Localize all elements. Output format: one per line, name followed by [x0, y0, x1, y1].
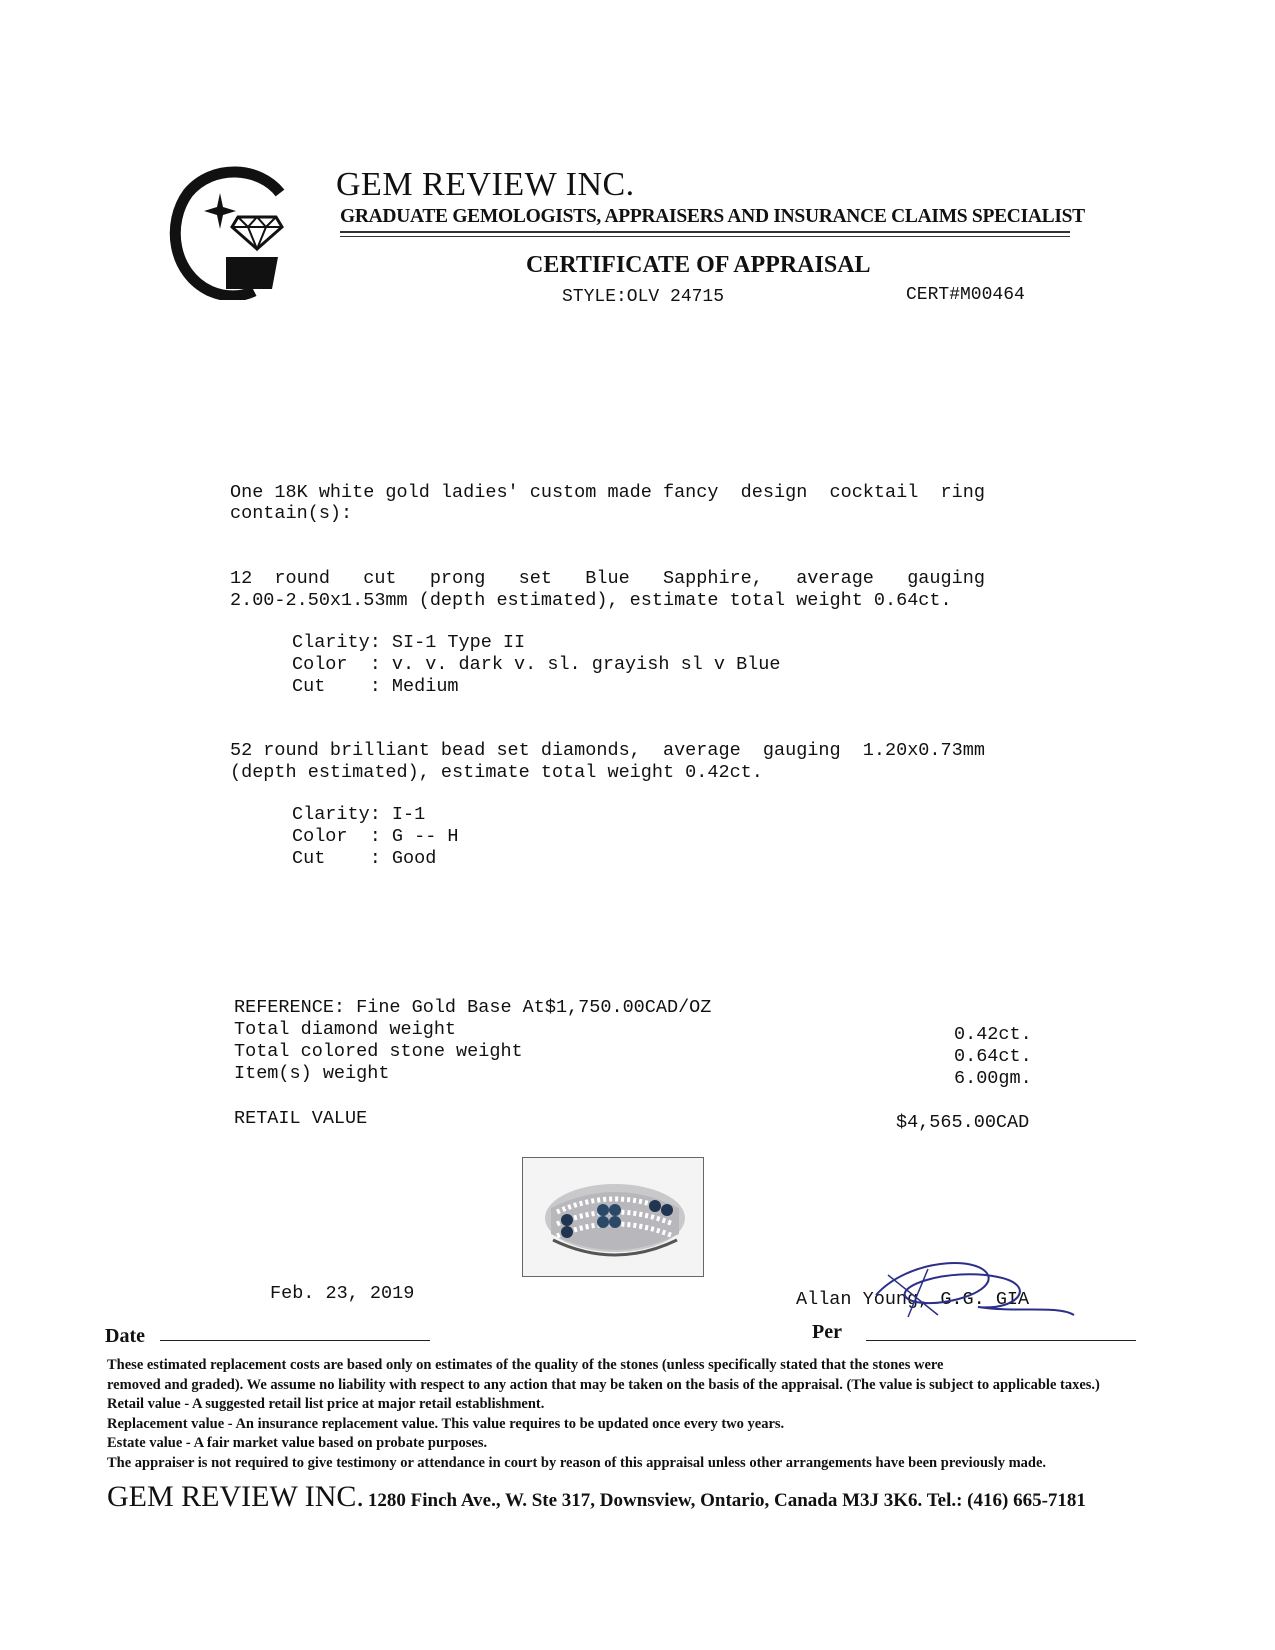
footer-company: GEM REVIEW INC. [107, 1480, 364, 1513]
gem-review-logo [168, 165, 293, 300]
summary-value-diamond: 0.42ct. [954, 1024, 1032, 1045]
document-title: CERTIFICATE OF APPRAISAL [526, 252, 871, 278]
summary-value-colored: 0.64ct. [954, 1046, 1032, 1067]
item-intro-line-1: One 18K white gold ladies' custom made fancy design cocktail ring [230, 482, 985, 503]
sapphire-color: Color : v. v. dark v. sl. grayish sl v Blue [292, 654, 781, 675]
diamond-line-1: 52 round brilliant bead set diamonds, average gauging 1.20x0.73mm [230, 740, 985, 761]
summary-label-colored: Total colored stone weight [234, 1041, 523, 1062]
diamond-clarity: Clarity: I-1 [292, 804, 426, 825]
per-line [866, 1340, 1136, 1341]
sapphire-cut: Cut : Medium [292, 676, 459, 697]
date-value: Feb. 23, 2019 [270, 1283, 415, 1304]
disclaimer [107, 1356, 1177, 1473]
header-rule-bottom [340, 236, 1070, 237]
footer [107, 1480, 1086, 1514]
per-label: Per [812, 1321, 842, 1343]
footer-address: 1280 Finch Ave., W. Ste 317, Downsview, Ontario, Canada M3J 3K6. Tel.: (416) 665-7181 [367, 1490, 1086, 1511]
disclaimer-line-5: Estate value - A fair market value based on probate purposes. [107, 1435, 488, 1451]
sapphire-clarity: Clarity: SI-1 Type II [292, 632, 526, 653]
retail-label: RETAIL VALUE [234, 1108, 368, 1129]
disclaimer-line-6: The appraiser is not required to give testimony or attendance in court by reason of this appraisal unless other arrangements have been previously made. [107, 1454, 1047, 1471]
disclaimer-line-3: Retail value - A suggested retail list price at major retail establishment. [107, 1396, 545, 1412]
ring-photo [522, 1157, 704, 1277]
disclaimer-line-4: Replacement value - An insurance replacement value. This value requires to be updated once every two years. [107, 1415, 785, 1432]
date-label: Date [105, 1325, 145, 1347]
signature [868, 1255, 1078, 1325]
style-number: STYLE:OLV 24715 [562, 287, 725, 307]
diamond-cut: Cut : Good [292, 848, 437, 869]
appraiser-name: Allan Young, G.G. GIA [796, 1289, 1030, 1310]
company-tagline: GRADUATE GEMOLOGISTS, APPRAISERS AND INSURANCE CLAIMS SPECIALIST [340, 206, 1085, 227]
summary-label-diamond: Total diamond weight [234, 1019, 457, 1040]
diamond-line-2: (depth estimated), estimate total weight 0.42ct. [230, 762, 763, 783]
company-title: GEM REVIEW INC. [336, 166, 635, 203]
reference-line: REFERENCE: Fine Gold Base At$1,750.00CAD/OZ [234, 997, 712, 1018]
item-intro-line-2: contain(s): [230, 503, 353, 524]
header-rule-top [340, 231, 1070, 233]
disclaimer-line-2: removed and graded). We assume no liability with respect to any action that may be taken on the basis of the appraisal. (The value is subject to applicable taxes.) [107, 1376, 1100, 1393]
summary-value-weight: 6.00gm. [954, 1068, 1032, 1089]
summary-label-weight: Item(s) weight [234, 1063, 390, 1084]
date-line [160, 1340, 430, 1341]
sapphire-line-1: 12 round cut prong set Blue Sapphire, average gauging [230, 568, 985, 589]
cert-number: CERT#M00464 [906, 285, 1025, 305]
retail-value: $4,565.00CAD [896, 1112, 1030, 1133]
sapphire-line-2: 2.00-2.50x1.53mm (depth estimated), estimate total weight 0.64ct. [230, 590, 952, 611]
diamond-color: Color : G -- H [292, 826, 459, 847]
disclaimer-line-1: These estimated replacement costs are based only on estimates of the quality of the stones (unless specifically stated that the stones were [107, 1357, 944, 1373]
